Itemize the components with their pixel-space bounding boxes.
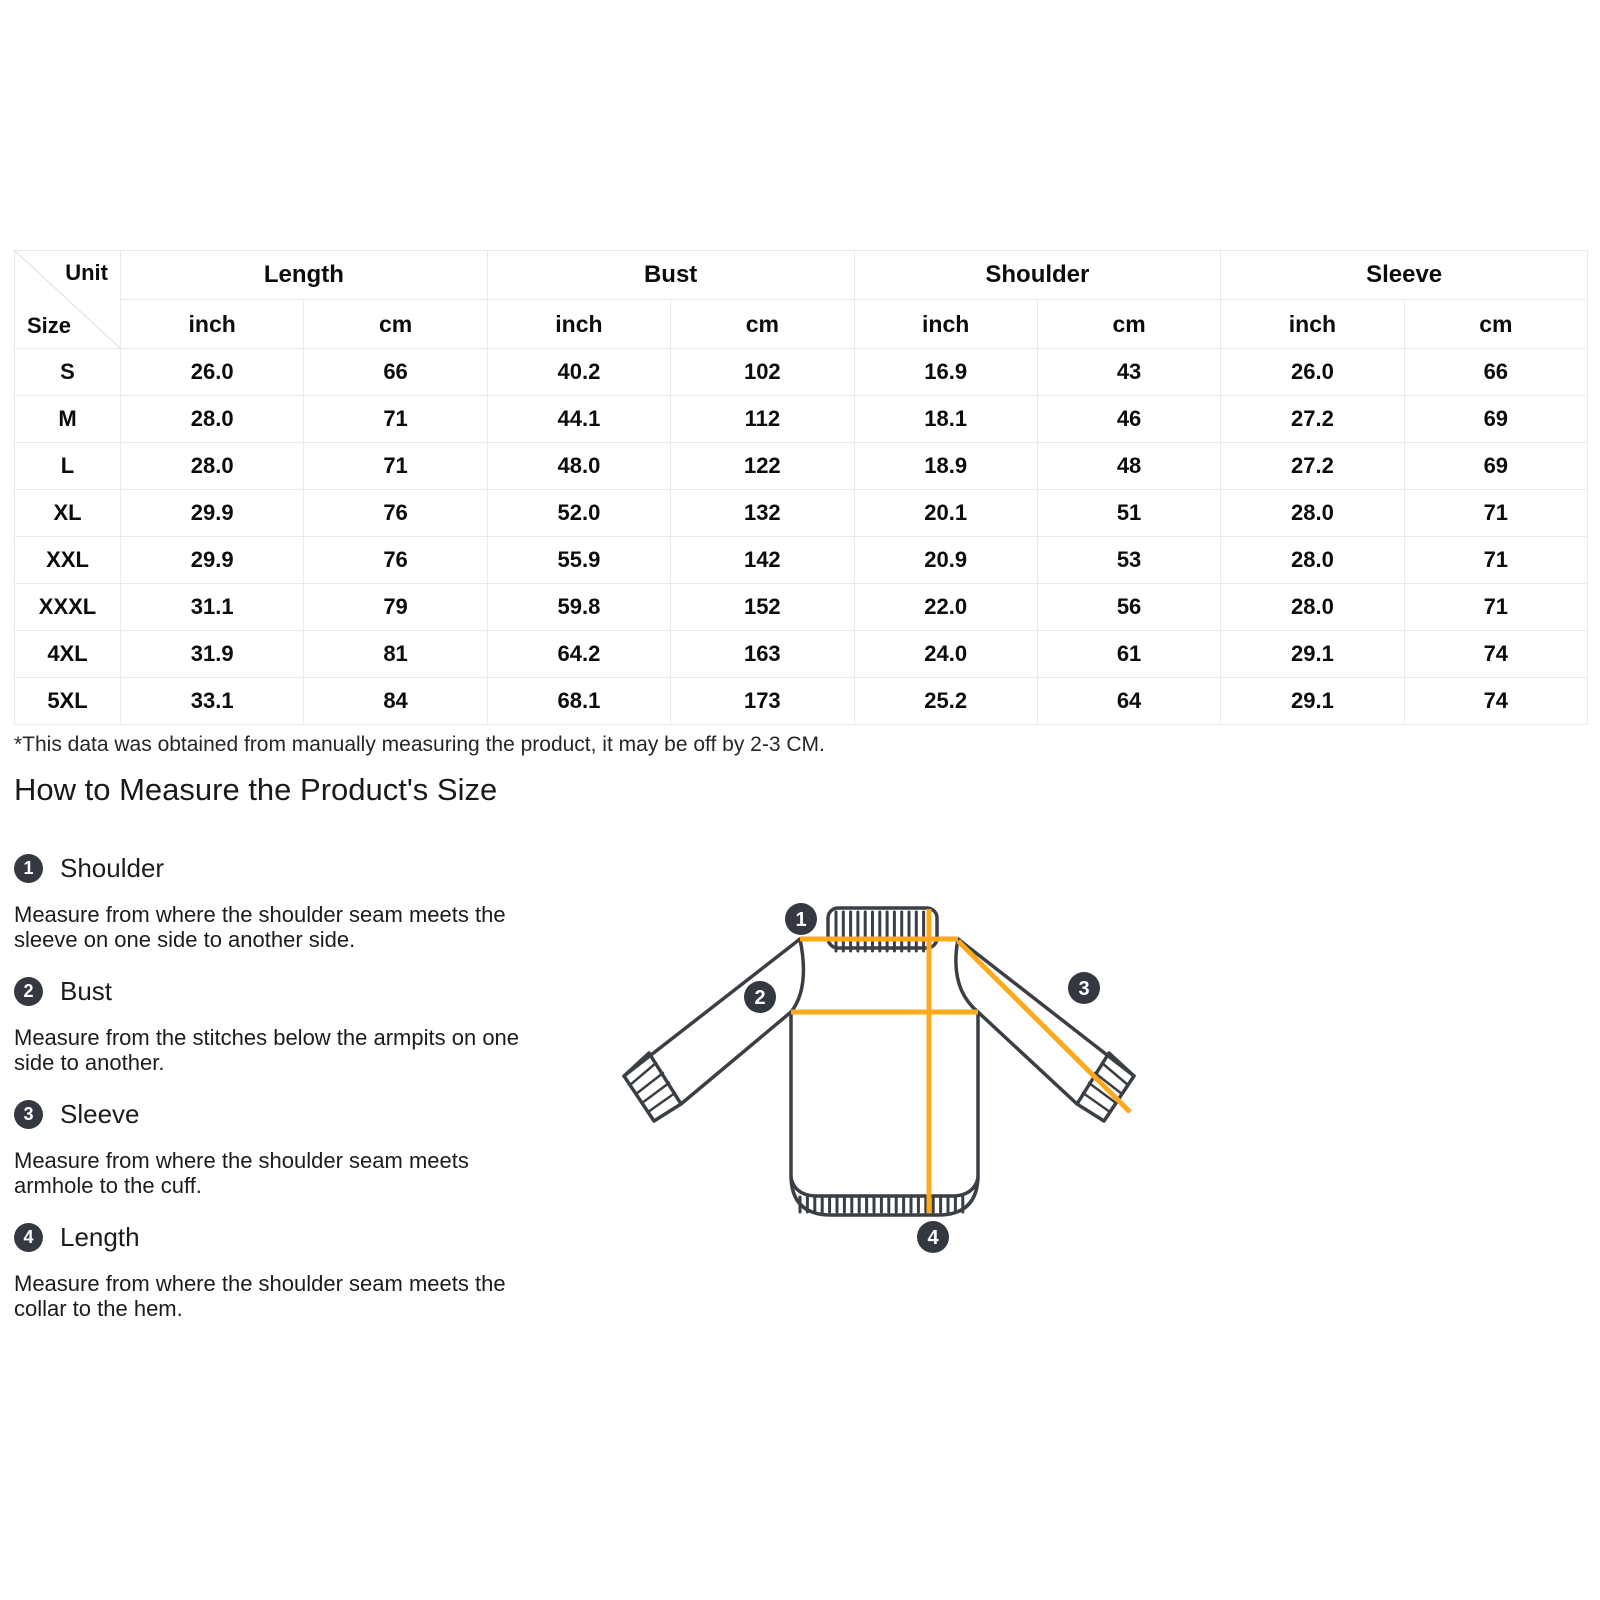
value-cell: 22.0 bbox=[854, 584, 1037, 631]
table-row bbox=[15, 678, 1588, 725]
value-cell: 152 bbox=[671, 584, 854, 631]
value-cell: 173 bbox=[671, 678, 854, 725]
measure-list bbox=[14, 853, 579, 1345]
measure-item-description: Measure from where the shoulder seam meets armhole to the cuff. bbox=[14, 1148, 469, 1198]
left-cuff bbox=[624, 1053, 681, 1121]
table-row bbox=[15, 349, 1588, 396]
table-row bbox=[15, 396, 1588, 443]
measure-item-header bbox=[14, 853, 579, 883]
value-cell: 53 bbox=[1037, 537, 1220, 584]
hem-ribs bbox=[800, 1197, 963, 1212]
subheader-bust-inch: inch bbox=[487, 300, 670, 349]
group-header-length: Length bbox=[121, 251, 488, 300]
value-cell: 69 bbox=[1404, 443, 1587, 490]
value-cell: 74 bbox=[1404, 678, 1587, 725]
diagram-badge-shoulder-num: 1 bbox=[795, 909, 807, 931]
measure-item-description: Measure from the stitches below the armpits on one side to another. bbox=[14, 1025, 520, 1075]
value-cell: 84 bbox=[304, 678, 487, 725]
value-cell: 29.9 bbox=[121, 490, 304, 537]
measure-item-header bbox=[14, 1099, 579, 1129]
hem-band-line bbox=[791, 1178, 978, 1196]
value-cell: 27.2 bbox=[1221, 396, 1404, 443]
value-cell: 18.1 bbox=[854, 396, 1037, 443]
value-cell: 64 bbox=[1037, 678, 1220, 725]
value-cell: 48 bbox=[1037, 443, 1220, 490]
value-cell: 71 bbox=[1404, 490, 1587, 537]
subheader-bust-cm: cm bbox=[671, 300, 854, 349]
table-row bbox=[15, 443, 1588, 490]
value-cell: 68.1 bbox=[487, 678, 670, 725]
value-cell: 59.8 bbox=[487, 584, 670, 631]
value-cell: 44.1 bbox=[487, 396, 670, 443]
value-cell: 51 bbox=[1037, 490, 1220, 537]
value-cell: 29.9 bbox=[121, 537, 304, 584]
group-header-bust: Bust bbox=[487, 251, 854, 300]
value-cell: 43 bbox=[1037, 349, 1220, 396]
size-cell: XL bbox=[15, 490, 121, 537]
size-cell: L bbox=[15, 443, 121, 490]
value-cell: 102 bbox=[671, 349, 854, 396]
value-cell: 29.1 bbox=[1221, 631, 1404, 678]
value-cell: 66 bbox=[1404, 349, 1587, 396]
value-cell: 142 bbox=[671, 537, 854, 584]
value-cell: 71 bbox=[1404, 537, 1587, 584]
value-cell: 25.2 bbox=[854, 678, 1037, 725]
value-cell: 24.0 bbox=[854, 631, 1037, 678]
measure-item-shoulder bbox=[14, 853, 579, 952]
value-cell: 56 bbox=[1037, 584, 1220, 631]
measure-item-header bbox=[14, 976, 579, 1006]
measure-item-title: Bust bbox=[60, 975, 113, 1006]
step-badge: 2 bbox=[14, 977, 43, 1006]
value-cell: 16.9 bbox=[854, 349, 1037, 396]
left-cuff-ribs bbox=[630, 1063, 675, 1112]
value-cell: 71 bbox=[304, 396, 487, 443]
value-cell: 46 bbox=[1037, 396, 1220, 443]
measure-item-title: Shoulder bbox=[60, 852, 165, 883]
value-cell: 48.0 bbox=[487, 443, 670, 490]
value-cell: 52.0 bbox=[487, 490, 670, 537]
table-row bbox=[15, 490, 1588, 537]
footnote: *This data was obtained from manually measuring the product, it may be off by 2-3 CM. bbox=[14, 733, 825, 756]
value-cell: 69 bbox=[1404, 396, 1587, 443]
sweater-outline bbox=[624, 908, 1134, 1215]
measure-item-description: Measure from where the shoulder seam meets the collar to the hem. bbox=[14, 1271, 506, 1321]
sweater-diagram bbox=[600, 850, 1160, 1280]
value-cell: 28.0 bbox=[1221, 584, 1404, 631]
step-badge: 4 bbox=[14, 1223, 43, 1252]
measure-lines bbox=[791, 909, 1130, 1213]
subheader-length-cm: cm bbox=[304, 300, 487, 349]
subheader-length-inch: inch bbox=[121, 300, 304, 349]
value-cell: 31.1 bbox=[121, 584, 304, 631]
step-badge: 3 bbox=[14, 1100, 43, 1129]
value-cell: 40.2 bbox=[487, 349, 670, 396]
group-header-shoulder: Shoulder bbox=[854, 251, 1221, 300]
value-cell: 122 bbox=[671, 443, 854, 490]
value-cell: 55.9 bbox=[487, 537, 670, 584]
value-cell: 71 bbox=[1404, 584, 1587, 631]
value-cell: 64.2 bbox=[487, 631, 670, 678]
corner-unit-label: Unit bbox=[65, 260, 108, 285]
size-cell: M bbox=[15, 396, 121, 443]
value-cell: 29.1 bbox=[1221, 678, 1404, 725]
diagram-badge-sleeve-num: 3 bbox=[1078, 978, 1090, 1000]
value-cell: 61 bbox=[1037, 631, 1220, 678]
value-cell: 28.0 bbox=[121, 396, 304, 443]
size-cell: 5XL bbox=[15, 678, 121, 725]
value-cell: 71 bbox=[304, 443, 487, 490]
measure-item-title: Sleeve bbox=[60, 1098, 140, 1129]
value-cell: 28.0 bbox=[121, 443, 304, 490]
value-cell: 81 bbox=[304, 631, 487, 678]
left-sleeve-inner bbox=[681, 1012, 791, 1104]
measure-item-length bbox=[14, 1222, 579, 1321]
size-cell: XXL bbox=[15, 537, 121, 584]
value-cell: 132 bbox=[671, 490, 854, 537]
sweater-body bbox=[791, 939, 978, 1215]
measure-item-bust bbox=[14, 976, 579, 1075]
value-cell: 112 bbox=[671, 396, 854, 443]
value-cell: 31.9 bbox=[121, 631, 304, 678]
value-cell: 74 bbox=[1404, 631, 1587, 678]
value-cell: 76 bbox=[304, 490, 487, 537]
measure-item-title: Length bbox=[60, 1221, 140, 1252]
value-cell: 79 bbox=[304, 584, 487, 631]
size-cell: 4XL bbox=[15, 631, 121, 678]
size-chart-table bbox=[14, 250, 1588, 725]
value-cell: 33.1 bbox=[121, 678, 304, 725]
subheader-shoulder-inch: inch bbox=[854, 300, 1037, 349]
sleeve-measure-line bbox=[958, 941, 1130, 1112]
table-row bbox=[15, 631, 1588, 678]
step-badge: 1 bbox=[14, 854, 43, 883]
value-cell: 20.9 bbox=[854, 537, 1037, 584]
subheader-sleeve-inch: inch bbox=[1221, 300, 1404, 349]
value-cell: 18.9 bbox=[854, 443, 1037, 490]
value-cell: 27.2 bbox=[1221, 443, 1404, 490]
size-cell: S bbox=[15, 349, 121, 396]
table-header-group-row bbox=[15, 251, 1588, 300]
diagram-badge-length-num: 4 bbox=[927, 1227, 939, 1249]
value-cell: 163 bbox=[671, 631, 854, 678]
corner-cell bbox=[15, 251, 121, 349]
value-cell: 20.1 bbox=[854, 490, 1037, 537]
size-cell: XXXL bbox=[15, 584, 121, 631]
table-row bbox=[15, 584, 1588, 631]
value-cell: 28.0 bbox=[1221, 490, 1404, 537]
group-header-sleeve: Sleeve bbox=[1221, 251, 1588, 300]
table-subheader-row bbox=[15, 300, 1588, 349]
value-cell: 26.0 bbox=[1221, 349, 1404, 396]
subheader-sleeve-cm: cm bbox=[1404, 300, 1587, 349]
measure-item-sleeve bbox=[14, 1099, 579, 1198]
table-row bbox=[15, 537, 1588, 584]
subheader-shoulder-cm: cm bbox=[1037, 300, 1220, 349]
corner-size-label: Size bbox=[27, 313, 72, 338]
value-cell: 28.0 bbox=[1221, 537, 1404, 584]
value-cell: 66 bbox=[304, 349, 487, 396]
measure-item-header bbox=[14, 1222, 579, 1252]
value-cell: 76 bbox=[304, 537, 487, 584]
howto-title: How to Measure the Product's Size bbox=[14, 772, 498, 807]
diagram-badge-bust-num: 2 bbox=[754, 987, 766, 1009]
value-cell: 26.0 bbox=[121, 349, 304, 396]
measure-item-description: Measure from where the shoulder seam meets the sleeve on one side to another side. bbox=[14, 902, 506, 952]
right-sleeve-inner bbox=[978, 1012, 1077, 1104]
collar-ribs bbox=[836, 912, 924, 951]
